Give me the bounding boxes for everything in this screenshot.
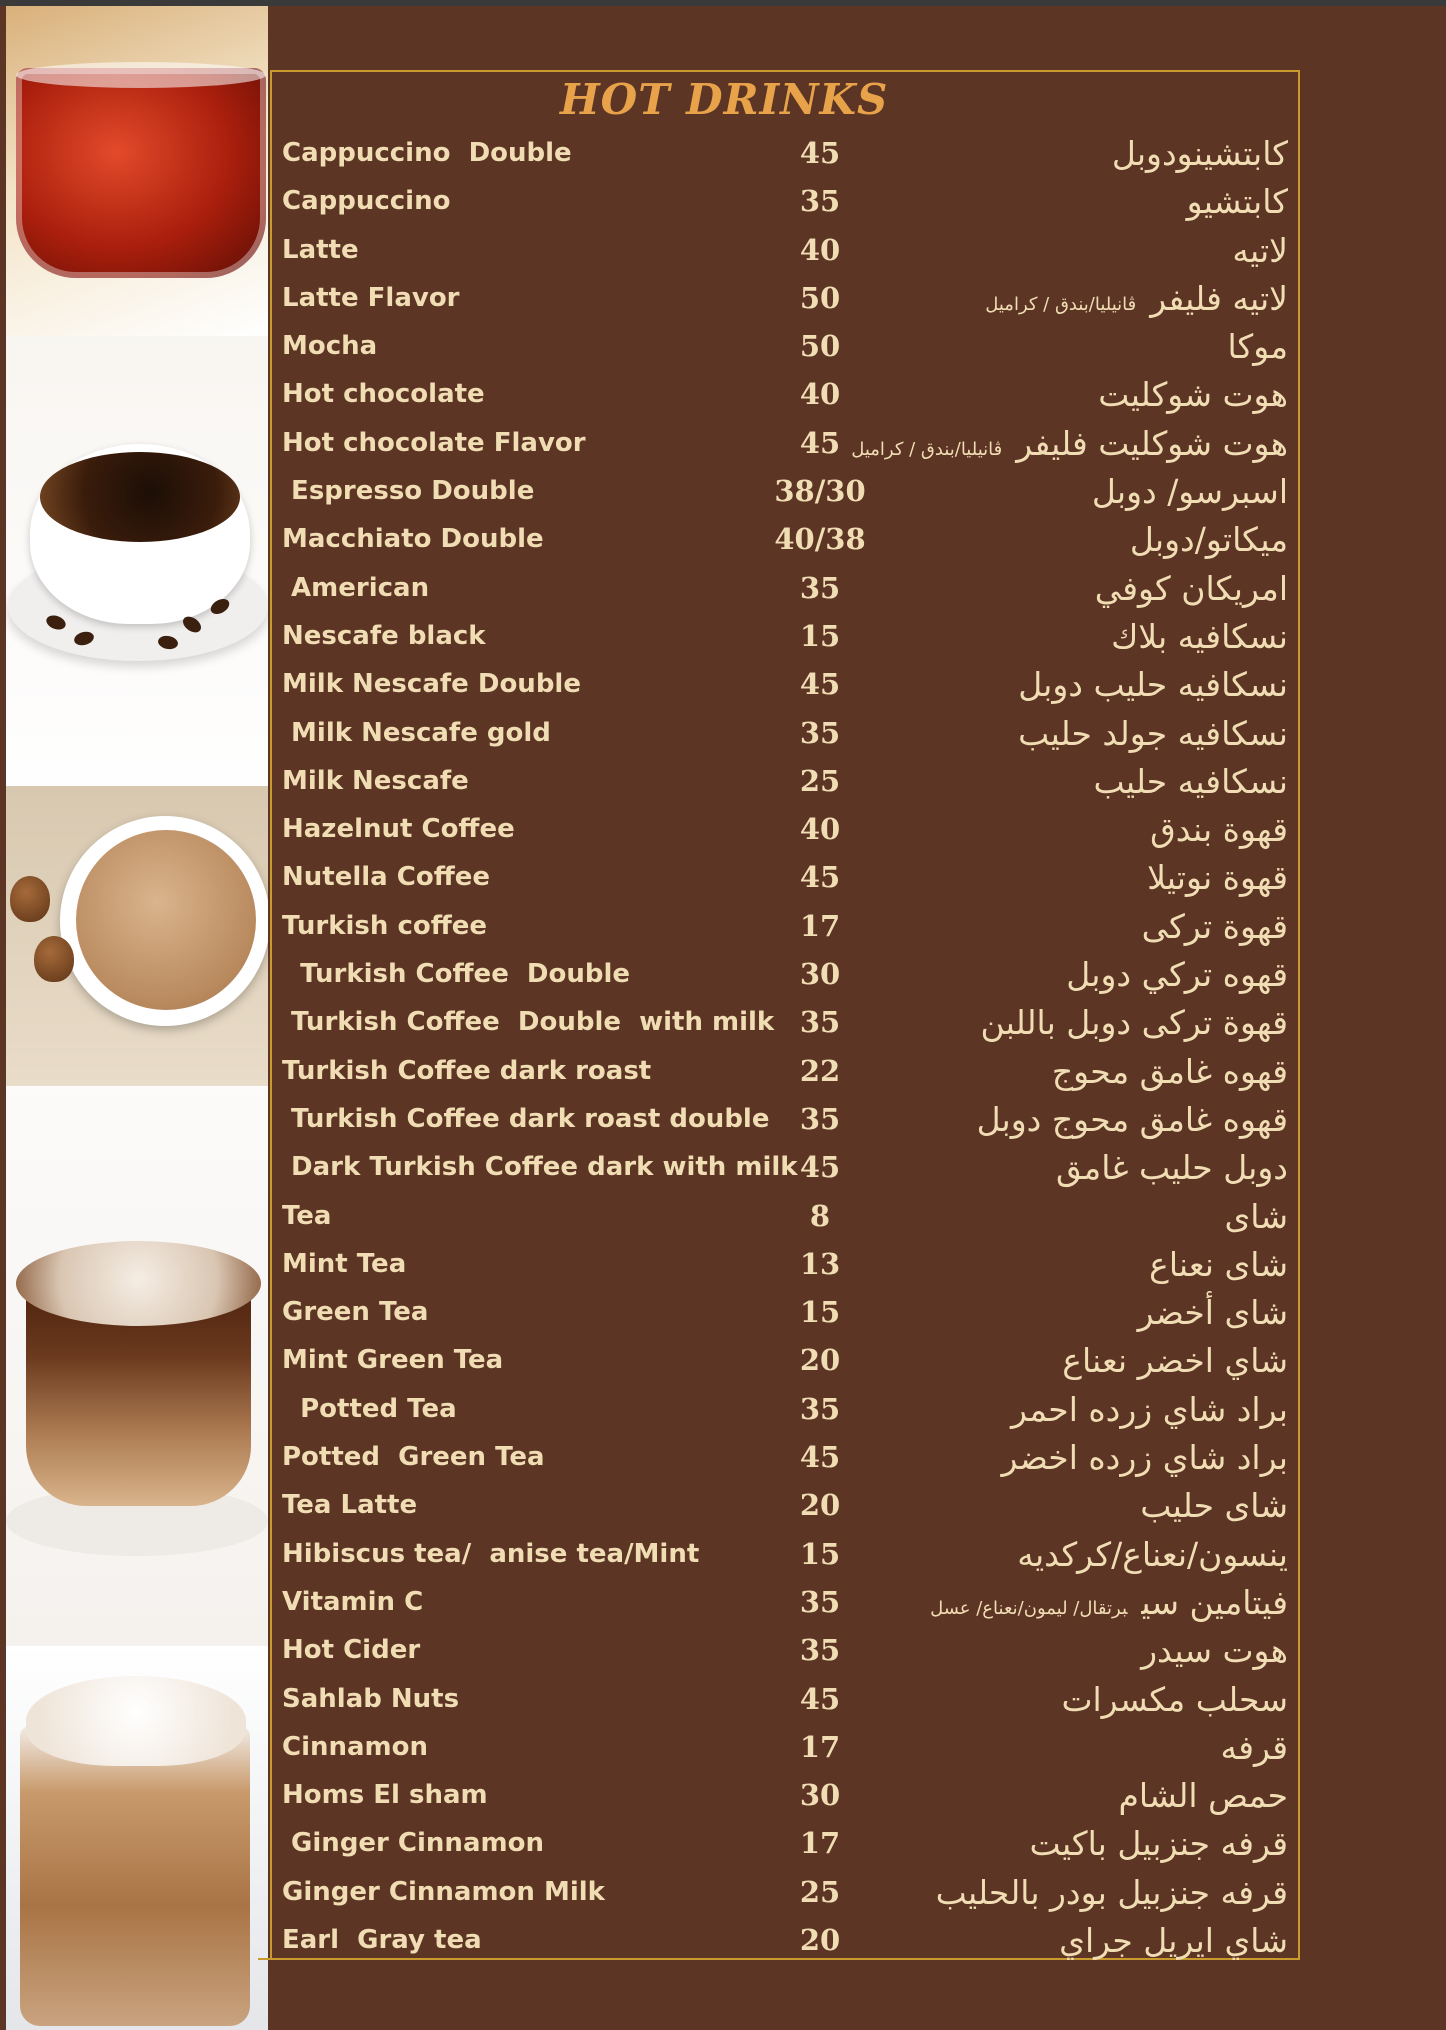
item-flavor-note: برتقال/ ليمون/نعناع/ عسل [930,1597,1128,1619]
item-name-en: Latte Flavor [282,282,460,313]
item-name-en: Ginger Cinnamon Milk [282,1876,605,1907]
item-name-ar-text: سحلب مكسرات [1061,1679,1288,1719]
item-name-en: Tea Latte [282,1490,418,1521]
menu-item-row [0,516,1446,564]
item-name-ar-text: نسكافيه بلاك [1111,616,1288,656]
item-name-ar-text: قهوة تركى دوبل باللبن [980,1003,1288,1043]
menu-item-row [0,1096,1446,1144]
item-name-en: Turkish Coffee dark roast double [282,1103,770,1134]
menu-item-row [0,1482,1446,1530]
item-name-ar [936,1873,1288,1912]
menu-item-row [0,1386,1446,1434]
item-name-ar-text: قهوة نوتيلا [1147,858,1288,898]
item-name-ar-text: لاتيه فليفر [1150,278,1288,318]
item-name-ar [1059,1921,1288,1960]
item-name-en: Hot chocolate [282,379,485,410]
menu-item-row [0,1579,1446,1627]
item-name-en: Nutella Coffee [282,862,491,893]
item-name-ar-text: قهوه غامق محوج [1051,1051,1288,1091]
item-name-ar [980,1003,1288,1042]
item-price: 20 [799,1488,841,1523]
item-name-ar-text: كابتشيو [1186,182,1288,222]
item-name-ar [1098,375,1288,414]
item-name-en: Espresso Double [282,476,535,507]
item-name-ar [1147,858,1288,897]
item-name-ar [1224,1197,1288,1236]
item-price: 45 [799,136,841,170]
menu-item-row [0,1337,1446,1385]
item-price: 40 [799,377,841,412]
menu-item-row [0,1676,1446,1724]
item-name-en: Hazelnut Coffee [282,814,515,845]
item-price: 35 [799,1005,841,1040]
item-name-en: Cappuccino [282,186,451,217]
item-name-ar [1011,1390,1288,1429]
item-name-en: Green Tea [282,1297,429,1328]
item-price: 17 [799,1826,841,1861]
item-price: 15 [799,1295,841,1330]
item-name-ar [1130,520,1288,559]
item-price: 17 [799,908,841,943]
item-name-ar-text: ينسون/نعناع/كركديه [1017,1534,1288,1574]
item-name-ar [1056,1148,1288,1187]
item-name-ar [1112,134,1288,173]
menu-item-row [0,1917,1446,1965]
item-name-ar-text: شاي ايريل جراي [1059,1920,1288,1960]
item-name-en: Hot chocolate Flavor [282,427,586,458]
menu-item-row [0,1869,1446,1917]
menu-item-row [0,468,1446,516]
item-name-ar [1228,327,1289,366]
item-name-en: Homs El sham [282,1780,488,1811]
menu-item-row [0,1048,1446,1096]
item-name-ar [1030,1824,1288,1863]
item-name-en: Dark Turkish Coffee dark with milk [282,1152,798,1183]
item-flavor-note: ڤانيليا/بندق / كراميل [851,438,1003,460]
item-name-ar [1052,1052,1288,1091]
item-name-ar [1093,762,1288,801]
item-price: 35 [799,715,841,750]
item-name-ar-text: براد شاي زرده احمر [1011,1389,1288,1429]
menu-item-row [0,1241,1446,1289]
item-name-en: Macchiato Double [282,524,544,555]
item-name-ar-text: شاى حليب [1140,1486,1288,1526]
tea-cup-rim [16,62,266,88]
item-name-en: Nescafe black [282,620,486,651]
item-name-ar-text: قهوه غامق محوج دوبل [976,1099,1288,1139]
menu-item-row [0,1193,1446,1241]
item-name-ar [1095,569,1288,608]
item-name-ar [1118,1776,1288,1815]
item-name-ar [851,424,1288,463]
menu-item-row [0,661,1446,709]
item-name-ar [1140,1486,1288,1525]
item-price: 35 [799,1101,841,1136]
item-name-ar [985,279,1288,318]
item-name-en: Latte [282,234,359,265]
item-price: 20 [799,1343,841,1378]
menu-item-row [0,371,1446,419]
menu-item-row [0,903,1446,951]
item-price: 45 [799,1681,841,1716]
item-name-ar [1017,1535,1288,1574]
item-name-ar [1232,231,1288,270]
item-name-en: Milk Nescafe Double [282,669,581,700]
menu-item-row [0,951,1446,999]
menu-item-row [0,613,1446,661]
menu-item-row [0,1531,1446,1579]
item-name-ar [1018,714,1288,753]
item-name-ar [930,1583,1288,1622]
item-price: 40 [799,232,841,267]
item-name-ar-text: شاى أخضر [1137,1293,1288,1333]
menu-item-row [0,275,1446,323]
item-name-en: Hot Cider [282,1635,421,1666]
item-name-en: Mint Green Tea [282,1345,504,1376]
item-name-en: Mint Tea [282,1248,407,1279]
item-price: 30 [799,1778,841,1813]
item-name-en: Hibiscus tea/ anise tea/Mint [282,1538,700,1569]
item-price: 35 [799,1584,841,1619]
item-name-ar-text: براد شاي زرده اخضر [1001,1438,1288,1478]
menu-title: HOT DRINKS [560,75,889,124]
item-name-ar [1001,1438,1288,1477]
item-price: 22 [799,1053,841,1088]
item-name-en: Vitamin C [282,1586,424,1617]
menu-item-row [0,130,1446,178]
item-name-ar-text: لاتيه [1232,230,1288,270]
menu-item-row [0,710,1446,758]
item-price: 8 [809,1198,831,1233]
item-price: 15 [799,1536,841,1571]
item-name-ar [1138,1293,1288,1332]
item-name-ar [1062,1341,1288,1380]
item-name-en: Turkish Coffee dark roast [282,1055,652,1086]
item-price: 45 [799,1150,841,1185]
item-price: 38/30 [774,474,866,509]
item-name-ar-text: نسكافيه حليب [1093,761,1288,801]
item-name-en: Cinnamon [282,1731,429,1762]
item-price: 35 [799,1633,841,1668]
menu-item-row [0,420,1446,468]
item-name-en: Earl Gray tea [282,1924,482,1955]
item-name-ar-text: امريكان كوفي [1094,568,1288,608]
menu-item-row [0,1724,1446,1772]
item-name-ar-text: فيتامين سي [1141,1582,1288,1622]
item-price: 25 [799,763,841,798]
item-name-ar [1111,617,1288,656]
item-name-en: Cappuccino Double [282,138,572,168]
item-name-ar-text: نسكافيه جولد حليب [1018,713,1288,753]
item-name-ar-text: حمص الشام [1118,1776,1288,1816]
item-name-ar [1018,665,1288,704]
item-price: 45 [799,667,841,702]
item-name-ar-text: شاى [1224,1196,1288,1236]
item-name-en: American [282,572,430,603]
item-name-ar [1187,182,1288,221]
item-price: 30 [799,957,841,992]
item-price: 35 [799,1391,841,1426]
item-name-ar-text: هوت سيدر [1141,1631,1288,1671]
item-name-en: Turkish Coffee Double [282,959,631,990]
item-name-ar [1066,955,1288,994]
item-price: 13 [799,1246,841,1281]
menu-item-row [0,806,1446,854]
item-price: 50 [799,280,841,315]
item-name-en: Tea [282,1200,332,1231]
item-name-ar [1141,1631,1288,1670]
item-name-en: Mocha [282,331,378,362]
menu-item-row [0,323,1446,371]
item-name-ar-text: شاى نعناع [1149,1244,1288,1284]
menu-item-row [0,854,1446,902]
menu-item-row [0,1820,1446,1868]
item-name-ar-text: هوت شوكليت فليفر [1016,423,1288,463]
menu-item-row [0,1772,1446,1820]
item-name-ar-text: قرفه جنزبيل باكيت [1029,1824,1288,1864]
menu-item-row [0,565,1446,613]
item-name-ar [977,1100,1288,1139]
item-name-ar-text: قهوة بندق [1150,810,1288,850]
item-price: 45 [799,860,841,895]
item-name-ar-text: قهوة تركى [1141,906,1288,946]
menu-list [0,130,1446,1965]
menu-item-row [0,999,1446,1047]
item-price: 45 [799,425,841,460]
item-price: 40 [799,812,841,847]
item-name-ar-text: قرفه [1220,1727,1288,1767]
item-name-en: Milk Nescafe [282,765,469,796]
item-name-en: Sahlab Nuts [282,1683,460,1714]
item-name-ar-text: موكا [1227,327,1288,367]
menu-item-row [0,1144,1446,1192]
menu-item-row [0,1289,1446,1337]
item-name-ar-text: قرفه جنزبيل بودر بالحليب [935,1872,1288,1912]
item-price: 25 [799,1874,841,1909]
item-name-en: Milk Nescafe gold [282,717,551,748]
menu-item-row [0,1627,1446,1675]
item-name-ar [1142,907,1288,946]
item-flavor-note: ڤانيليا/بندق / كراميل [985,293,1137,315]
item-name-ar [1149,1245,1288,1284]
item-name-en: Turkish Coffee Double with milk [282,1007,775,1038]
item-price: 40/38 [774,522,866,557]
item-name-en: Potted Tea [282,1393,457,1424]
item-name-en: Turkish coffee [282,910,488,941]
item-price: 20 [799,1922,841,1957]
item-price: 45 [799,1440,841,1475]
item-price: 17 [799,1729,841,1764]
item-name-ar [1221,1728,1288,1767]
item-name-ar-text: اسبرسو/ دوبل [1091,472,1288,512]
item-name-ar-text: كابتشينودوبل [1111,134,1288,173]
item-price: 15 [799,618,841,653]
item-name-ar [1150,810,1288,849]
menu-item-row [0,758,1446,806]
item-price: 35 [799,570,841,605]
item-name-en: Ginger Cinnamon [282,1828,544,1859]
item-name-ar-text: هوت شوكليت [1098,375,1288,415]
menu-item-row [0,227,1446,275]
item-name-ar-text: ميكاتو/دوبل [1129,520,1288,560]
item-name-ar [1061,1680,1288,1719]
item-name-ar-text: قهوه تركي دوبل [1066,955,1288,995]
item-name-en: Potted Green Tea [282,1442,545,1473]
item-name-ar-text: نسكافيه حليب دوبل [1018,665,1288,705]
item-name-ar [1092,472,1288,511]
menu-item-row [0,178,1446,226]
menu-item-row [0,1434,1446,1482]
item-name-ar-text: دوبل حليب غامق [1056,1148,1288,1188]
item-price: 50 [799,329,841,364]
item-name-ar-text: شاي اخضر نعناع [1062,1341,1288,1381]
item-price: 35 [799,184,841,219]
